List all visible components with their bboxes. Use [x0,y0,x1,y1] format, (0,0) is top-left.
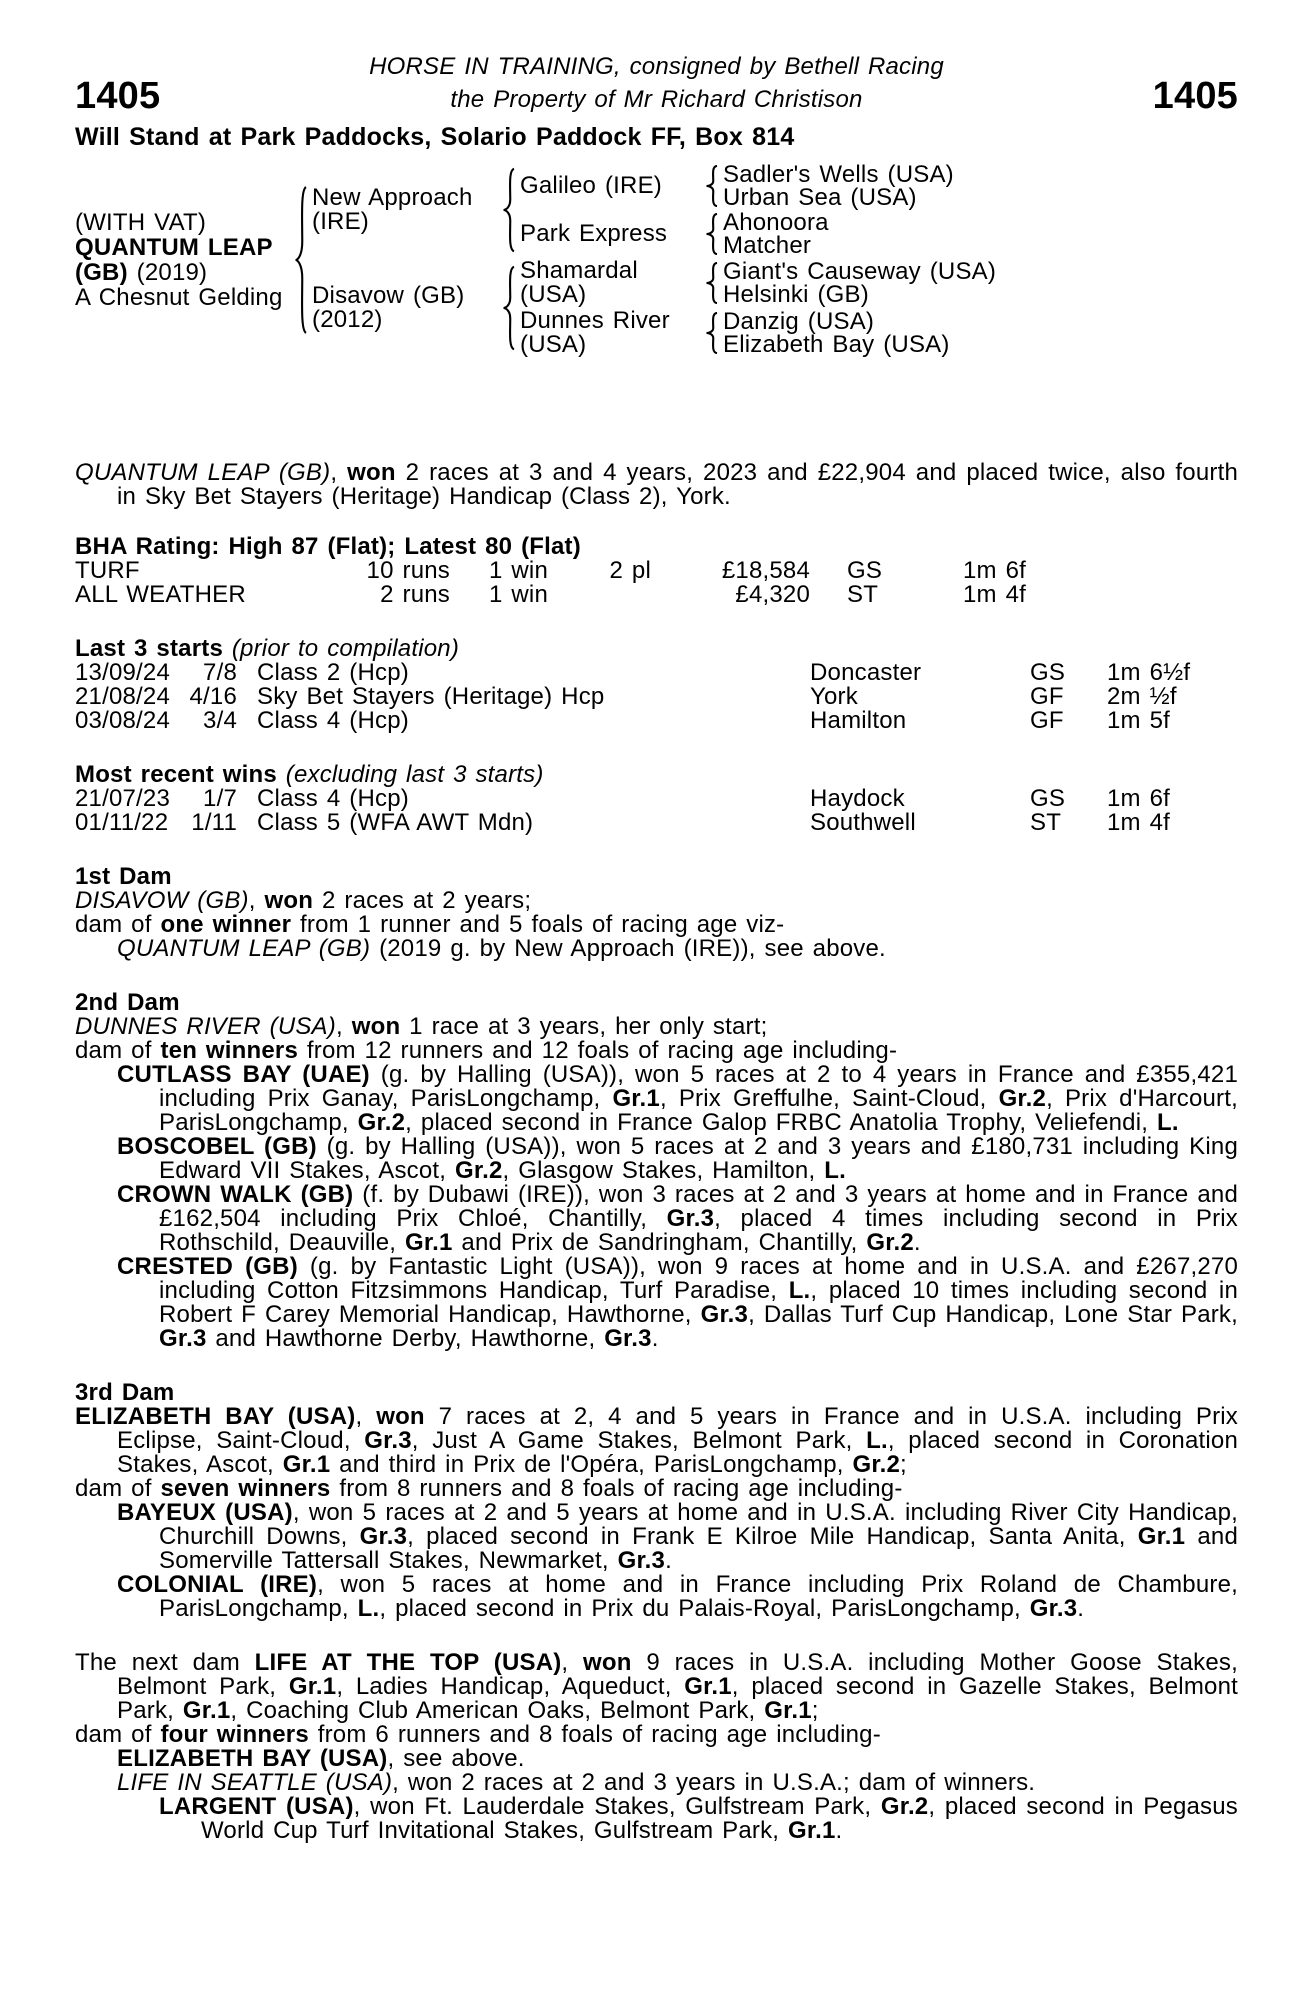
runs-cell: 10 runs [366,557,450,584]
pedigree-subject [75,210,290,310]
start-row [75,709,1238,733]
distance-cell: 1m 4f [963,581,1027,608]
bha-rating-line: BHA Rating: High 87 (Flat); Latest 80 (Flat) [75,533,581,560]
date-cell: 21/08/24 [75,683,171,710]
stand-location-line: Will Stand at Park Paddocks, Solario Paddock FF, Box 814 [75,123,795,151]
brace-icon [701,312,723,354]
property-line: the Property of Mr Richard Christison [450,86,863,113]
runs-cell: 2 runs [380,581,450,608]
distance-cell: 1m 6½f [1107,659,1191,686]
dam-paragraph: QUANTUM LEAP (GB) (2019 g. by New Approach (IRE)), see above. [117,935,886,962]
sire-dam-name: Park Express [520,220,668,247]
race-cell: Class 4 (Hcp) [257,707,409,734]
position-cell: 7/8 [203,659,237,686]
course-cell: Doncaster [810,659,922,686]
granddam-name: Elizabeth Bay (USA) [723,331,950,358]
course-cell: York [810,683,858,710]
subject-suffix: (GB) [75,259,128,286]
subject-name: QUANTUM LEAP [75,234,273,261]
bha-rating-section [75,535,1238,607]
dam-paragraph: BAYEUX (USA), won 5 races at 2 and 5 years at home and in U.S.A. including River City Handicap, Churchill Downs, Gr.3, placed second in Frank E Kilroe Mile Handicap, Santa Anita, Gr.1 and Somerville Tattersall Stakes, Newmarket, Gr.3. [117,1499,1238,1574]
sire-sire-name: Galileo (IRE) [520,172,662,199]
recent-wins-title: Most recent wins [75,761,277,788]
brace-icon [498,265,520,351]
places-cell: 2 pl [609,557,651,584]
dam-paragraph: DUNNES RIVER (USA), won 1 race at 3 years, her only start; [75,1013,768,1040]
win-row [75,811,1238,835]
position-cell: 1/11 [191,809,237,836]
first-dam-heading: 1st Dam [75,863,172,890]
course-cell: Hamilton [810,707,907,734]
dam-paragraph: The next dam LIFE AT THE TOP (USA), won 9 races in U.S.A. including Mother Goose Stakes, Belmont Park, Gr.1, Ladies Handicap, Aqueduct, Gr.1, placed second in Gazelle Stakes, Belmont Park, Gr.1, Coaching Club American Oaks, Belmont Park, Gr.1; [75,1649,1238,1724]
last-starts-section [75,637,1238,733]
brace-icon [701,213,723,255]
sire-sire-branch [520,163,954,209]
brace-icon [701,165,723,207]
dam-paragraph: DISAVOW (GB), won 2 races at 2 years; [75,887,532,914]
distance-cell: 1m 5f [1107,707,1171,734]
race-cell: Class 5 (WFA AWT Mdn) [257,809,534,836]
recent-wins-heading [75,763,1238,787]
going-cell: GF [1030,707,1064,734]
race-cell: Class 2 (Hcp) [257,659,409,686]
sire-dam-branch [520,211,954,257]
sire-branch [312,163,996,257]
page-header [75,50,1238,116]
surface-stats-row [75,559,1238,583]
dam-paragraph: LIFE IN SEATTLE (USA), won 2 races at 2 and 3 years in U.S.A.; dam of winners. [117,1769,1036,1796]
last-starts-title: Last 3 starts [75,635,223,662]
going-cell: GS [1030,659,1066,686]
distance-cell: 1m 6f [1107,785,1171,812]
dam-paragraph: CROWN WALK (GB) (f. by Dubawi (IRE)), won 3 races at 2 and 3 years at home and in France and £162,504 including Prix Chloé, Chantilly, Gr.3, placed 4 times including second in Prix Rothschild, Deauville, Gr.1 and Prix de Sandringham, Chantilly, Gr.2. [117,1181,1238,1256]
consignment-line: HORSE IN TRAINING, consigned by Bethell Racing [369,53,944,80]
dam-paragraph: BOSCOBEL (GB) (g. by Halling (USA)), won 5 races at 2 and 3 years and £180,731 including King Edward VII Stakes, Ascot, Gr.2, Glasgow Stakes, Hamilton, L. [117,1133,1239,1184]
brace-icon [498,167,520,253]
going-cell: GS [847,557,883,584]
granddam-name: Matcher [723,232,812,259]
dam-paragraph: CUTLASS BAY (UAE) (g. by Halling (USA)), won 5 races at 2 to 4 years in France and £355,421 including Prix Ganay, ParisLongchamp, Gr.1, Prix Greffulhe, Saint-Cloud, Gr.2, Prix d'Harcourt, ParisLongchamp, Gr.2, placed second in France Galop FRBC Anatolia Trophy, Veliefendi, L. [117,1061,1238,1136]
dam-sire-branch [520,259,996,307]
surface-label: TURF [75,557,140,584]
dam-sire-name: Shamardal (USA) [520,257,638,308]
grandsire-name: Giant's Causeway (USA) [723,258,997,285]
dam-paragraph: ELIZABETH BAY (USA), won 7 races at 2, 4 and 5 years in France and in U.S.A. including Prix Eclipse, Saint-Cloud, Gr.3, Just A Game Stakes, Belmont Park, L., placed second in Coronation Stakes, Ascot, Gr.1 and third in Prix de l'Opéra, ParisLongchamp, Gr.2; [75,1403,1239,1478]
dam-paragraph: dam of ten winners from 12 runners and 12 foals of racing age including- [75,1037,898,1064]
race-cell: Sky Bet Stayers (Heritage) Hcp [257,683,605,710]
granddam-name: Helsinki (GB) [723,281,869,308]
date-cell: 03/08/24 [75,707,171,734]
date-cell: 21/07/23 [75,785,171,812]
pedigree-generations [312,163,996,357]
position-cell: 4/16 [189,683,237,710]
third-dam-section [75,1381,1238,1621]
consignment-header [160,50,1152,116]
earnings-cell: £18,584 [721,557,810,584]
grandsire-name: Ahonoora [723,209,829,236]
start-row [75,661,1238,685]
last-starts-note: (prior to compilation) [223,635,460,662]
dam-paragraph: dam of four winners from 6 runners and 8 foals of racing age including- [75,1721,881,1748]
brace-icon [290,184,312,336]
pedigree-table [75,163,1238,357]
wins-cell: 1 win [488,581,548,608]
distance-cell: 1m 4f [1107,809,1171,836]
third-dam-heading: 3rd Dam [75,1379,175,1406]
sire-name: New Approach (IRE) [312,184,473,235]
second-dam-heading: 2nd Dam [75,989,180,1016]
distance-cell: 2m ½f [1107,683,1177,710]
win-row [75,787,1238,811]
dam-paragraph: dam of seven winners from 8 runners and 8 foals of racing age including- [75,1475,903,1502]
dam-paragraph: ELIZABETH BAY (USA), see above. [117,1745,525,1772]
distance-cell: 1m 6f [963,557,1027,584]
position-cell: 3/4 [203,707,237,734]
first-dam-section [75,865,1238,961]
grandsire-name: Danzig (USA) [723,308,875,335]
date-cell: 13/09/24 [75,659,171,686]
earnings-cell: £4,320 [735,581,810,608]
race-record-paragraph: QUANTUM LEAP (GB), won 2 races at 3 and 4 years, 2023 and £22,904 and placed twice, also fourth in Sky Bet Stayers (Heritage) Handicap (Class 2), York. [75,459,1238,510]
dam-name-line: Disavow (GB) [312,282,465,309]
next-dam-section [75,1651,1238,1843]
dam-paragraph: dam of one winner from 1 runner and 5 foals of racing age viz- [75,911,785,938]
brace-icon [701,262,723,304]
recent-wins-section [75,763,1238,835]
surface-stats-row [75,583,1238,607]
going-cell: GS [1030,785,1066,812]
course-cell: Southwell [810,809,916,836]
going-cell: ST [847,581,879,608]
granddam-name: Urban Sea (USA) [723,184,917,211]
start-row [75,685,1238,709]
grandsire-name: Sadler's Wells (USA) [723,161,954,188]
dam-year-line: (2012) [312,306,383,333]
vat-note: (WITH VAT) [75,209,207,236]
places-cell [548,583,651,607]
subject-year: (2019) [127,259,208,286]
dam-paragraph: CRESTED (GB) (g. by Fantastic Light (USA)), won 9 races at home and in U.S.A. and £267,270 including Cotton Fitzsimmons Handicap, Turf Paradise, L., placed 10 times including second in Robert F Carey Memorial Handicap, Hawthorne, Gr.3, Dallas Turf Cup Handicap, Lone Star Park, Gr.3 and Hawthorne Derby, Hawthorne, Gr.3. [117,1253,1239,1352]
date-cell: 01/11/22 [75,809,169,836]
dam-dam-name: Dunnes River (USA) [520,307,670,358]
going-cell: ST [1030,809,1062,836]
dam-paragraph: LARGENT (USA), won Ft. Lauderdale Stakes, Gulfstream Park, Gr.2, placed second in Pegasus World Cup Turf Invitational Stakes, Gulfstream Park, Gr.1. [159,1793,1239,1844]
wins-cell: 1 win [488,557,548,584]
position-cell: 1/7 [203,785,237,812]
subject-description: A Chesnut Gelding [75,284,283,311]
second-dam-section [75,991,1238,1351]
surface-label: ALL WEATHER [75,581,246,608]
dam-name [312,284,498,332]
subject-suffix-year [75,260,290,285]
recent-wins-note: (excluding last 3 starts) [276,761,544,788]
last-starts-heading [75,637,1238,661]
going-cell: GF [1030,683,1064,710]
dam-paragraph: COLONIAL (IRE), won 5 races at home and in France including Prix Roland de Chambure, ParisLongchamp, L., placed second in Prix du Palais-Royal, ParisLongchamp, Gr.3. [117,1571,1238,1622]
dam-dam-branch [520,309,996,357]
course-cell: Haydock [810,785,905,812]
lot-number-right: 1405 [1152,75,1238,117]
dam-branch [312,259,996,357]
race-cell: Class 4 (Hcp) [257,785,409,812]
lot-number-left: 1405 [75,75,161,117]
